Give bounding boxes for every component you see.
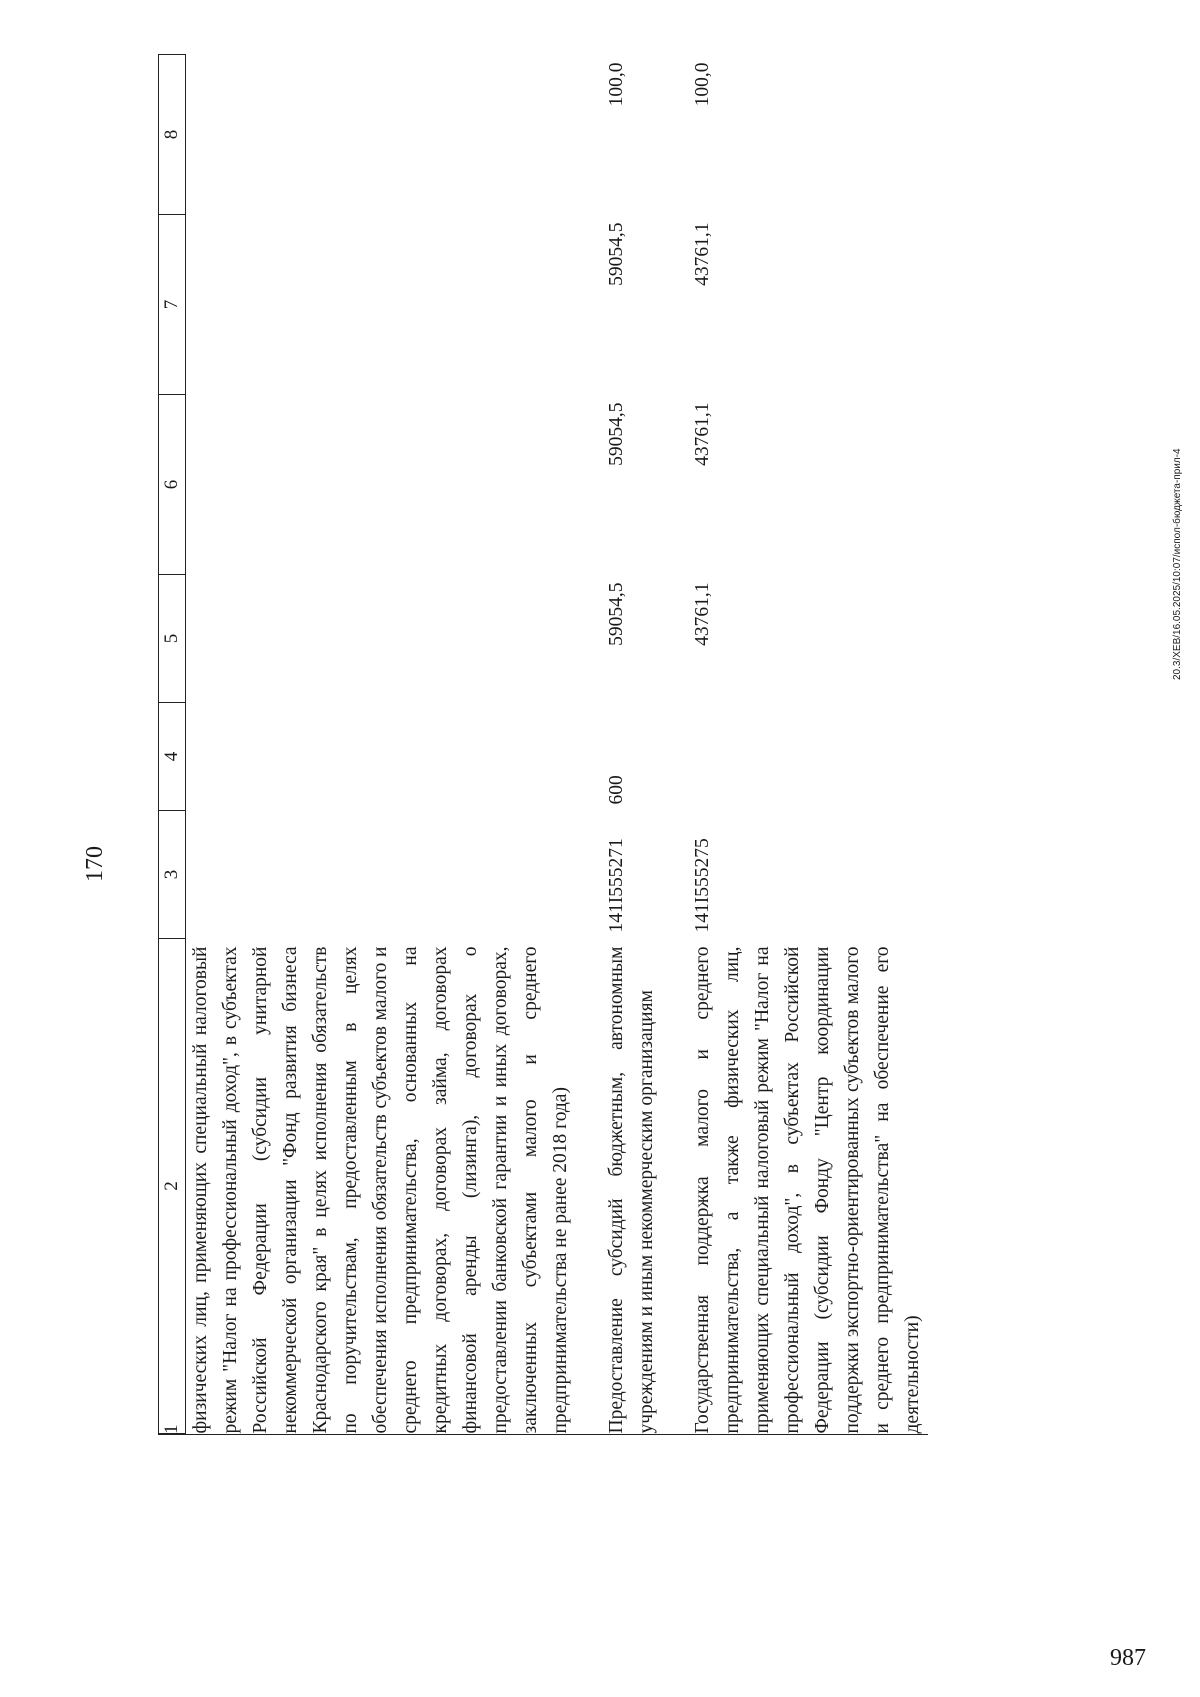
row-code: 141I555275: [692, 838, 713, 933]
row-col8: 100,0: [606, 62, 627, 107]
row-col7: 59054,5: [606, 222, 627, 286]
header-col-7: 7: [159, 215, 186, 395]
row-col8: [186, 55, 603, 215]
header-col-8: 8: [159, 55, 186, 215]
footer-document-code: 20.3/XEB/16.05.2025/10:07/испол-бюджета-прил-4: [1172, 448, 1183, 680]
table-row: [602, 55, 688, 1435]
table-row: [186, 55, 603, 1435]
row-col6: [186, 395, 603, 575]
row-col6: 59054,5: [606, 402, 627, 466]
row-col8: 100,0: [692, 62, 713, 107]
header-col-1: 1: [159, 1434, 186, 1435]
row-type: 600: [606, 775, 627, 805]
row-type: [688, 703, 928, 811]
row-col5: [186, 575, 603, 703]
header-col-2: 2: [159, 939, 186, 1434]
row-col6: 43761,1: [692, 402, 713, 466]
row-description: физических лиц, применяющих специальный налоговый режим "Налог на профессиональный доход", в субъектах Российской Федерации (субсидии унитарной некоммерческой организации "Фонд развития бизнеса Краснодарского края" в целях исполнения обязательств по поручительствам, предоставленным в целях обеспечения исполнения обязательств субъектов малого и среднего предпринимательства, основанных на кредитных договорах, договорах займа, договорах финансовой аренды (лизинга), договорах о предоставлении банковской гарантии и иных договорах, заключенных субъектами малого и среднего предпринимательства не ранее 2018 года): [190, 946, 571, 1434]
row-type: [186, 703, 603, 811]
page-number: 170: [82, 846, 108, 882]
table-row: [688, 55, 928, 1435]
row-col7: 43761,1: [692, 222, 713, 286]
row-col5: 43761,1: [692, 582, 713, 646]
row-code: 141I555271: [606, 838, 627, 933]
budget-table: [158, 54, 928, 1435]
bottom-page-number: 987: [1110, 1645, 1146, 1671]
row-col7: [186, 215, 603, 395]
header-col-4: 4: [159, 703, 186, 811]
row-col5: 59054,5: [606, 582, 627, 646]
header-col-5: 5: [159, 575, 186, 703]
row-description: Предоставление субсидий бюджетным, автономным учреждениям и иным некоммерческим организациям: [606, 946, 657, 1434]
header-col-3: 3: [159, 811, 186, 939]
header-row: [159, 55, 186, 1435]
header-col-6: 6: [159, 395, 186, 575]
row-description: Государственная поддержка малого и среднего предпринимательства, а также физических лиц, применяющих специальный налоговый режим "Налог на профессиональный доход", в субъектах Российской Федерации (субсидии Фонду "Центр координации поддержки экспортно-ориентированных субъектов малого и среднего предпринимательства" на обеспечение его деятельности): [692, 946, 923, 1434]
row-code: [186, 811, 603, 939]
